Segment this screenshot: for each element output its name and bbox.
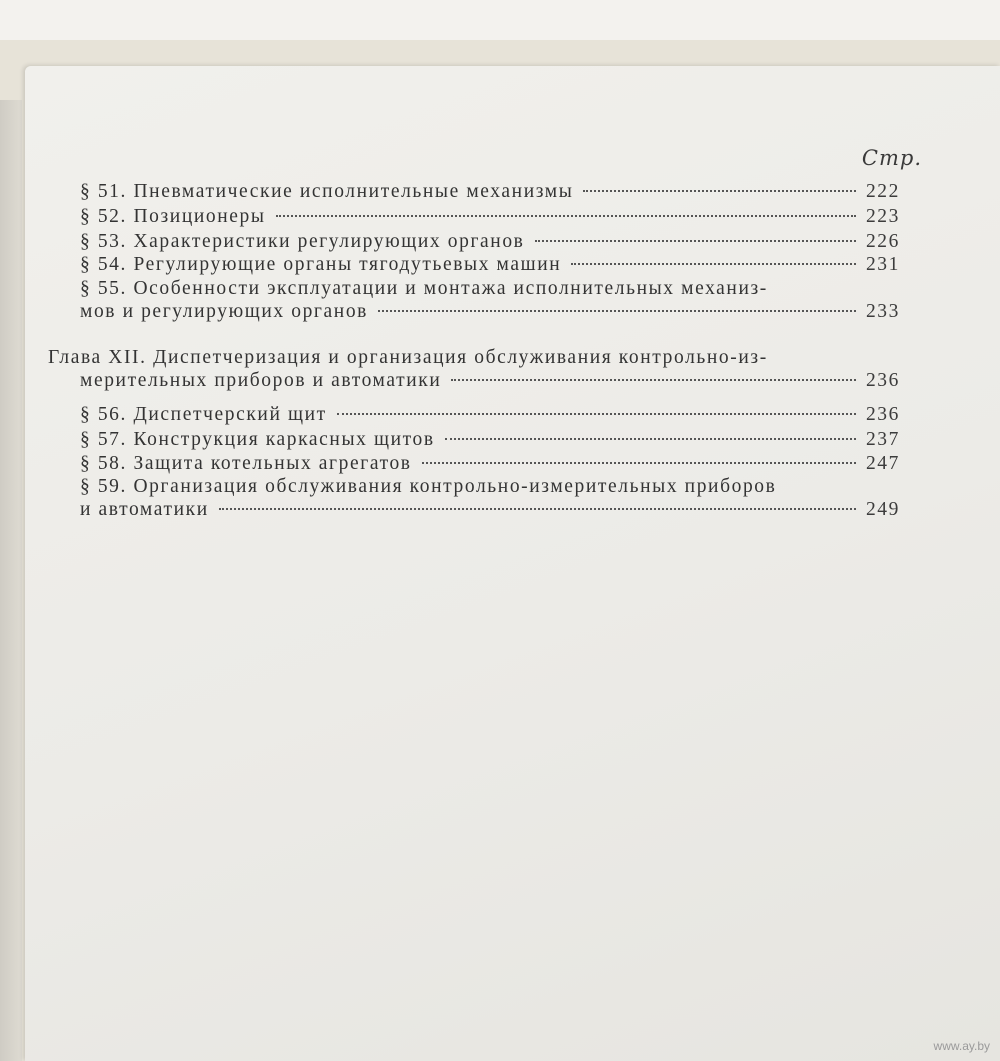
toc-entry-page: 236 (865, 370, 900, 391)
toc-entry-title: § 54. Регулирующие органы тягодутьевых машин (80, 254, 562, 275)
toc-entry-page: 237 (865, 429, 900, 450)
leader-dots (535, 240, 856, 242)
leader-dots (451, 379, 856, 381)
toc-entry-59-line2 (80, 499, 900, 521)
toc-entry-59-line1: § 59. Организация обслуживания контрольно-измерительных приборов (80, 476, 777, 497)
toc-entry-title: § 58. Защита котельных агрегатов (80, 453, 412, 474)
leader-dots (445, 438, 856, 440)
leader-dots (337, 413, 856, 415)
site-watermark: www.ay.by (933, 1039, 990, 1053)
toc-entry-title: § 57. Конструкция каркасных щитов (80, 429, 435, 450)
toc-entry-title: мов и регулирующих органов (80, 301, 368, 322)
toc-entry-52 (80, 206, 900, 228)
toc-entry-title: § 51. Пневматические исполнительные механизмы (80, 181, 574, 202)
toc-entry-page: 247 (865, 453, 900, 474)
leader-dots (219, 508, 856, 510)
toc-entry-page: 236 (865, 404, 900, 425)
toc-entry-57 (80, 429, 900, 451)
toc-entry-title: § 56. Диспетчерский щит (80, 404, 327, 425)
page-column-label: Стр. (861, 146, 922, 170)
toc-entry-page: 222 (865, 181, 900, 202)
toc-entry-page: 233 (865, 301, 900, 322)
toc-entry-title: и автоматики (80, 499, 209, 520)
toc-entry-58 (80, 453, 900, 475)
toc-entry-56 (80, 404, 900, 426)
toc-entry-54 (80, 254, 900, 276)
toc-entry-page: 226 (865, 231, 900, 252)
toc-entry-55-line1: § 55. Особенности эксплуатации и монтажа исполнительных механиз- (80, 278, 768, 299)
toc-entry-title: § 52. Позиционеры (80, 206, 266, 227)
toc-entry-title: мерительных приборов и автоматики (80, 370, 442, 391)
toc-entry-55-line2 (80, 301, 900, 323)
toc-chapter-12-line2 (80, 370, 900, 392)
page-stack-shadow (0, 100, 22, 1061)
toc-entry-title: § 53. Характеристики регулирующих органов (80, 231, 525, 252)
toc-entry-page: 249 (865, 499, 900, 520)
leader-dots (422, 462, 856, 464)
leader-dots (378, 310, 856, 312)
leader-dots (571, 263, 856, 265)
toc-entry-51 (80, 181, 900, 203)
toc-entry-page: 231 (865, 254, 900, 275)
leader-dots (276, 215, 856, 217)
leader-dots (583, 190, 856, 192)
toc-entry-53 (80, 231, 900, 253)
toc-chapter-12-line1: Глава XII. Диспетчеризация и организация обслуживания контрольно-из- (48, 347, 768, 368)
toc-entry-page: 223 (865, 206, 900, 227)
